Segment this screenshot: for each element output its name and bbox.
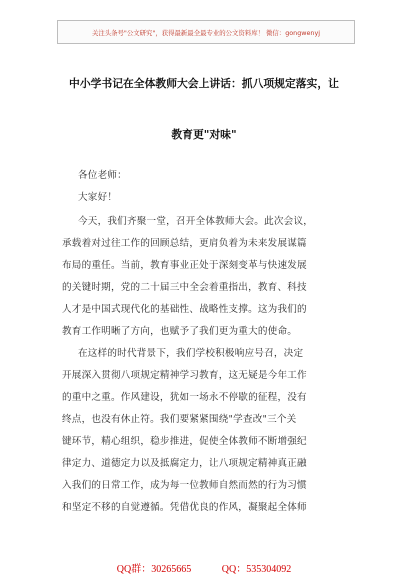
salutation: 各位老师： xyxy=(78,170,127,181)
body-line: 开展深入贯彻八项规定精神学习教育，这无疑是今年工作 xyxy=(62,370,307,381)
body-line: 教育工作明晰了方向，也赋予了我们更为重大的使命。 xyxy=(62,326,298,337)
body-line: 终点，也没有休止符。我们要紧紧围绕"学查改"三个关 xyxy=(62,414,297,425)
body-line: 律定力、道德定力以及抵腐定力，让八项规定精神真正融 xyxy=(62,458,307,469)
footer-qq-group: QQ群：30265665 xyxy=(116,564,192,575)
body-line: 人才是中国式现代化的基础性、战略性支撑。这为我们的 xyxy=(62,304,307,315)
footer-qq: QQ：535304092 xyxy=(221,564,292,575)
document-title-line-1: 中小学书记在全体教师大会上讲话：抓八项规定落实，让 xyxy=(69,77,339,90)
body-line: 在这样的时代背景下，我们学校积极响应号召，决定 xyxy=(78,348,304,359)
greeting: 大家好！ xyxy=(78,192,118,203)
body-line: 的关键时期，党的二十届三中全会着重指出，教育、科技 xyxy=(62,282,307,293)
body-line: 键环节，精心组织，稳步推进，促使全体教师不断增强纪 xyxy=(62,436,307,447)
body-line: 布局的重任。当前，教育事业正处于深刻变革与快速发展 xyxy=(62,260,307,271)
body-line: 承载着对过往工作的回顾总结，更肩负着为未来发展谋篇 xyxy=(62,238,307,249)
document-title-line-2: 教育更"对味" xyxy=(171,128,237,141)
header-text: 关注头条号"公文研究"，获得最新最全最专业的公文资料库！ 微信：gongwenyj xyxy=(91,28,321,37)
body-line: 入我们的日常工作，成为每一位教师自然而然的行为习惯 xyxy=(62,480,307,491)
body-line: 的重中之重。作风建设，犹如一场永不停歇的征程，没有 xyxy=(62,392,307,403)
body-line: 今天，我们齐聚一堂，召开全体教师大会。此次会议， xyxy=(78,216,314,227)
body-line: 和坚定不移的自觉遵循。凭借优良的作风，凝聚起全体师 xyxy=(62,502,307,513)
footer-contacts xyxy=(0,560,408,575)
header-banner xyxy=(57,20,355,44)
